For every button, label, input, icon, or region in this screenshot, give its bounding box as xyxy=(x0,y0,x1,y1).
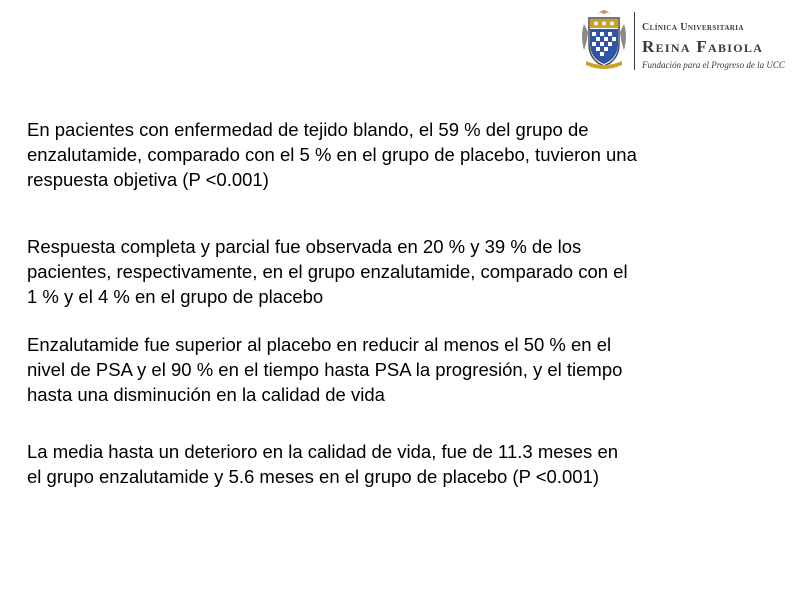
paragraph-line: La media hasta un deterioro en la calidad de vida, fue de 11.3 meses en xyxy=(27,441,619,462)
paragraph-line: el grupo enzalutamide y 5.6 meses en el grupo de placebo (P <0.001) xyxy=(27,466,599,487)
crest-icon xyxy=(578,6,630,72)
logo-org-line2: Reina Fabiola xyxy=(642,37,764,56)
paragraph-line: Enzalutamide fue superior al placebo en reducir al menos el 50 % en el xyxy=(27,334,612,355)
paragraph-soft-tissue-response xyxy=(27,117,637,192)
paragraph-line: enzalutamide, comparado con el 5 % en el grupo de placebo, tuvieron una xyxy=(27,144,637,165)
logo-org-line1: Clínica Universitaria xyxy=(642,22,744,33)
paragraph-quality-of-life xyxy=(27,439,618,489)
logo-tagline: Fundación para el Progreso de la UCC xyxy=(642,60,785,70)
clinic-logo xyxy=(578,6,785,72)
paragraph-line: Respuesta completa y parcial fue observada en 20 % y 39 % de los xyxy=(27,236,582,257)
paragraph-line: respuesta objetiva (P <0.001) xyxy=(27,169,269,190)
paragraph-complete-partial-response xyxy=(27,234,628,309)
paragraph-line: nivel de PSA y el 90 % en el tiempo hasta PSA la progresión, y el tiempo xyxy=(27,359,623,380)
paragraph-line: pacientes, respectivamente, en el grupo enzalutamide, comparado con el xyxy=(27,261,628,282)
paragraph-line: En pacientes con enfermedad de tejido blando, el 59 % del grupo de xyxy=(27,119,589,140)
paragraph-psa-reduction xyxy=(27,332,622,407)
paragraph-line: hasta una disminución en la calidad de vida xyxy=(27,384,385,405)
paragraph-line: 1 % y el 4 % en el grupo de placebo xyxy=(27,286,324,307)
logo-divider xyxy=(634,12,635,70)
